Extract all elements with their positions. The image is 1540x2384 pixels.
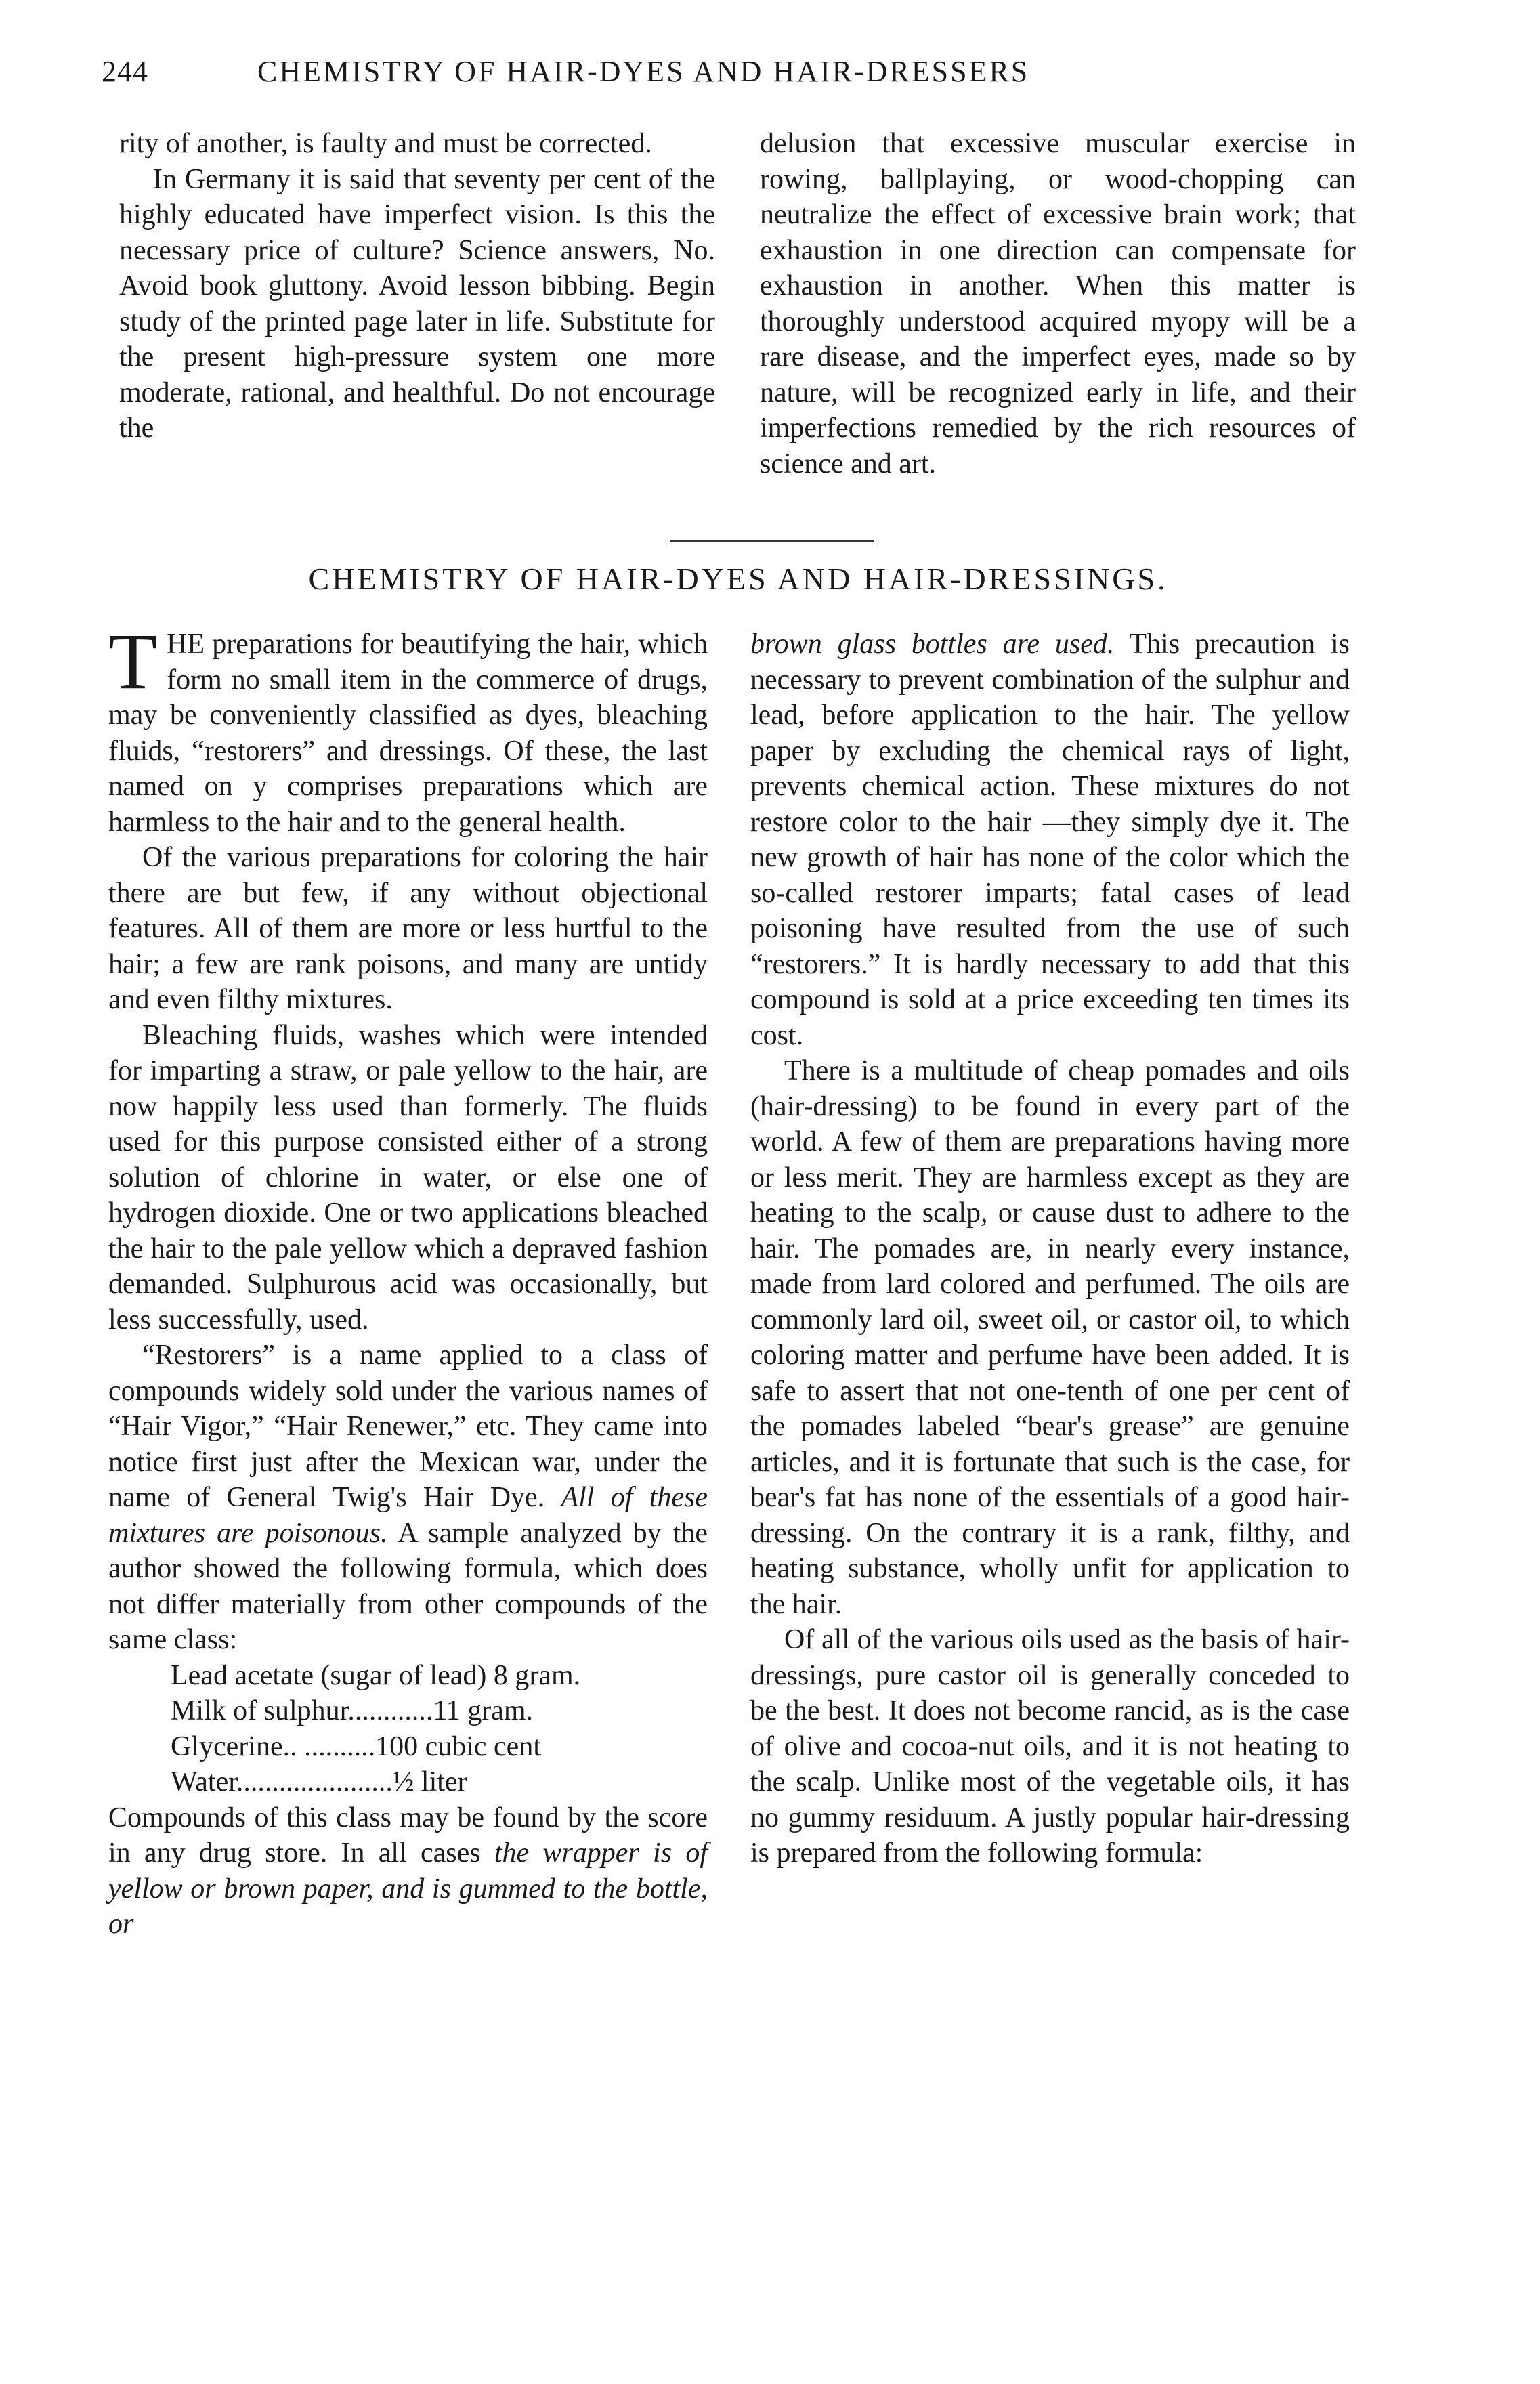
paragraph-text: A sample analyzed by the author showed the following formula, which does not differ materially from other compounds of the same class: <box>108 1517 708 1655</box>
formula-line: Glycerine.. ..........100 cubic cent <box>171 1730 541 1762</box>
paragraph-text: Compounds of this class may be found by the score in any drug store. In all cases <box>108 1802 708 1869</box>
top-left-column <box>119 126 715 446</box>
paragraph: In Germany it is said that seventy per cent of the highly educated have imperfect vision. Is this the necessary price of culture? Science answers, No. Avoid book gluttony. Avoid lesson bibbing. Begin study of the printed page later in life. Substitute for the present high-pressure system one more moderate, rational, and healthful. Do not encourage the <box>119 163 715 444</box>
paragraph: Of all of the various oils used as the basis of hair-dressings, pure castor oil is generally conceded to be the best. It does not become rancid, as is the case of olive and cocoa-nut oils, and it is not heating to the scalp. Unlike most of the vegetable oils, it has no gummy residuum. A justly popular hair-dressing is prepared from the following formula: <box>750 1624 1350 1869</box>
paragraph-text: “Restorers” is a name applied to a class of compounds widely sold under the various names of “Hair Vigor,” “Hair Renewer,” etc. They came into notice first just after the Mexican war, under the name of General Twig's Hair Dye. <box>108 1340 708 1513</box>
paragraph: There is a multitude of cheap pomades and oils (hair-dressing) to be found in every part of the world. A few of them are preparations having more or less merit. They are harmless except as they are heating to the scalp, or cause dust to adhere to the hair. The pomades are, in nearly every instance, made from lard colored and perfumed. The oils are commonly lard oil, sweet oil, or castor oil, to which coloring matter and perfume have been added. It is safe to assert that not one-tenth of one per cent of the pomades labeled “bear's grease” are genuine articles, and it is fortunate that such is the case, for bear's fat has none of the essentials of a good hair-dressing. On the contrary it is a rank, filthy, and heating substance, wholly unfit for application to the hair. <box>750 1055 1350 1620</box>
paragraph: Of the various preparations for coloring the hair there are but few, if any without objectional features. All of them are more or less hurtful to the hair; a few are rank poisons, and many are untidy and even filthy mixtures. <box>108 842 708 1015</box>
page-number: 244 <box>102 55 148 88</box>
paragraph: delusion that excessive muscular exercise in rowing, ballplaying, or wood-chopping can neutralize the effect of excessive brain work; that exhaustion in one direction can compensate for exhaustion in another. When this matter is thoroughly understood acquired myopy will be a rare disease, and the imperfect eyes, made so by nature, will be recognized early in life, and their imperfections remedied by the rich resources of science and art. <box>760 128 1356 480</box>
drop-cap: T <box>108 617 158 706</box>
formula-line: Milk of sulphur............11 gram. <box>171 1695 534 1726</box>
bottom-left-column <box>108 617 708 1942</box>
italic-text: All of these mixtures are poisonous. <box>108 1482 708 1549</box>
section-divider <box>670 540 874 542</box>
italic-text: brown glass bottles are used. <box>750 629 1115 660</box>
formula-line: Lead acetate (sugar of lead) 8 gram. <box>171 1659 581 1691</box>
paragraph: rity of another, is faulty and must be corrected. <box>119 128 652 159</box>
paragraph <box>108 1338 708 1658</box>
paragraph <box>108 617 708 840</box>
paragraph: Bleaching fluids, washes which were intended for imparting a straw, or pale yellow to the hair, are now happily less used than formerly. The fluids used for this purpose consisted either of a strong solution of chlorine in water, or else one of hydrogen dioxide. One or two applications bleached the hair to the pale yellow which a depraved fashion demanded. Sulphurous acid was occasionally, but less successfully, used. <box>108 1019 708 1336</box>
formula-line: Water......................½ liter <box>171 1766 467 1797</box>
paragraph <box>750 626 1350 1053</box>
running-head <box>102 46 1226 100</box>
italic-text: the wrapper is of yellow or brown paper, and is gummed to the bottle, or <box>108 1837 708 1940</box>
section-title: CHEMISTRY OF HAIR-DYES AND HAIR-DRESSINGS. <box>308 561 1168 596</box>
top-right-column <box>760 126 1356 482</box>
bottom-right-column <box>750 626 1350 1871</box>
paragraph-text: This precaution is necessary to prevent combination of the sulphur and lead, before application to the hair. The yellow paper by excluding the chemical rays of light, prevents chemical action. These mixtures do not restore color to the hair —they simply dye it. The new growth of hair has none of the color which the so-called restorer imparts; fatal cases of lead poisoning have resulted from the use of such “restorers.” It is hardly necessary to add that this compound is sold at a price exceeding ten times its cost. <box>750 629 1350 1051</box>
running-title: CHEMISTRY OF HAIR-DYES AND HAIR-DRESSERS <box>257 55 1030 88</box>
paragraph-text: HE preparations for beautifying the hair, which form no small item in the commerce of drugs, may be conveniently classified as dyes, bleaching fluids, “restorers” and dressings. Of these, the last named on y comprises preparations which are harmless to the hair and to the general health. <box>108 629 708 838</box>
paragraph <box>108 1800 708 1942</box>
